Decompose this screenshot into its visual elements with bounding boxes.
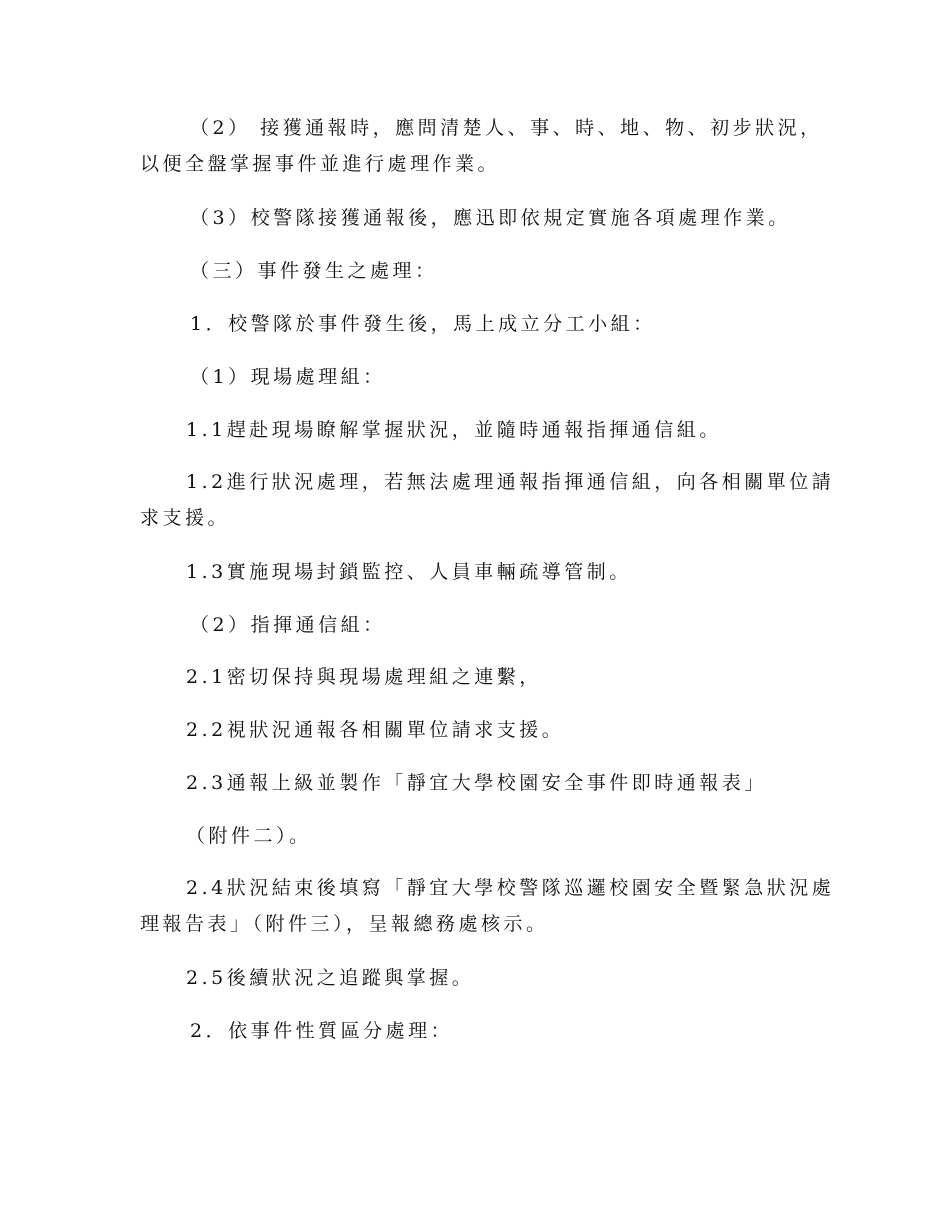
heading-text: （2）指揮通信組： [190, 614, 386, 636]
paragraph-line: 理報告表」（附件三），呈報總務處核示。 [140, 913, 549, 935]
heading-text: （三）事件發生之處理： [190, 260, 438, 282]
paragraph-line: 以便全盤掌握事件並進行處理作業。 [140, 153, 501, 175]
paragraph-line: 2.4狀況結束後填寫「靜宜大學校警隊巡邏校園安全暨緊急狀況處 [186, 877, 835, 899]
paragraph-line: 2．依事件性質區分處理： [190, 1020, 454, 1042]
paragraph-line: 1.3實施現場封鎖監控、人員車輛疏導管制。 [186, 561, 632, 583]
subheading-command-team [190, 607, 386, 643]
item-2-4 [186, 870, 834, 906]
subheading-onsite-team [190, 359, 386, 395]
paragraph-line: 求支援。 [140, 507, 231, 529]
paragraph-report-inquiry-continued [140, 146, 500, 182]
paragraph-line: 1．校警隊於事件發生後，馬上成立分工小組： [190, 313, 656, 335]
paragraph-classify-by-nature [190, 1013, 453, 1049]
paragraph-line: 2.5後續狀況之追蹤與掌握。 [186, 967, 475, 989]
heading-text: （1）現場處理組： [190, 366, 386, 388]
section-heading-incident-handling [190, 253, 438, 289]
paragraph-form-teams [190, 306, 656, 342]
item-1-2 [186, 464, 834, 500]
paragraph-line: （附件二）。 [186, 825, 312, 847]
item-1-1 [186, 412, 722, 448]
paragraph-report-inquiry [190, 110, 823, 146]
item-1-3 [186, 554, 632, 590]
item-2-5 [186, 960, 474, 996]
item-2-2 [186, 712, 564, 748]
item-1-2-continued [140, 500, 230, 536]
paragraph-line: 2.3通報上級並製作「靜宜大學校園安全事件即時通報表」 [186, 772, 767, 794]
item-2-4-continued [140, 906, 549, 942]
paragraph-line: 2.1密切保持與現場處理組之連繫， [186, 666, 542, 688]
paragraph-line: 1.2進行狀況處理，若無法處理通報指揮通信組，向各相關單位請 [186, 471, 835, 493]
paragraph-line: （2） 接獲通報時，應問清楚人、事、時、地、物、初步狀況， [190, 117, 823, 139]
paragraph-line: （3）校警隊接獲通報後，應迅即依規定實施各項處理作業。 [190, 207, 791, 229]
item-2-1 [186, 659, 542, 695]
item-2-3-attachment [186, 818, 312, 854]
paragraph-line: 2.2視狀況通報各相關單位請求支援。 [186, 719, 565, 741]
item-2-3 [186, 765, 767, 801]
paragraph-line: 1.1趕赴現場瞭解掌握狀況，並隨時通報指揮通信組。 [186, 419, 722, 441]
paragraph-guard-response [190, 200, 791, 236]
